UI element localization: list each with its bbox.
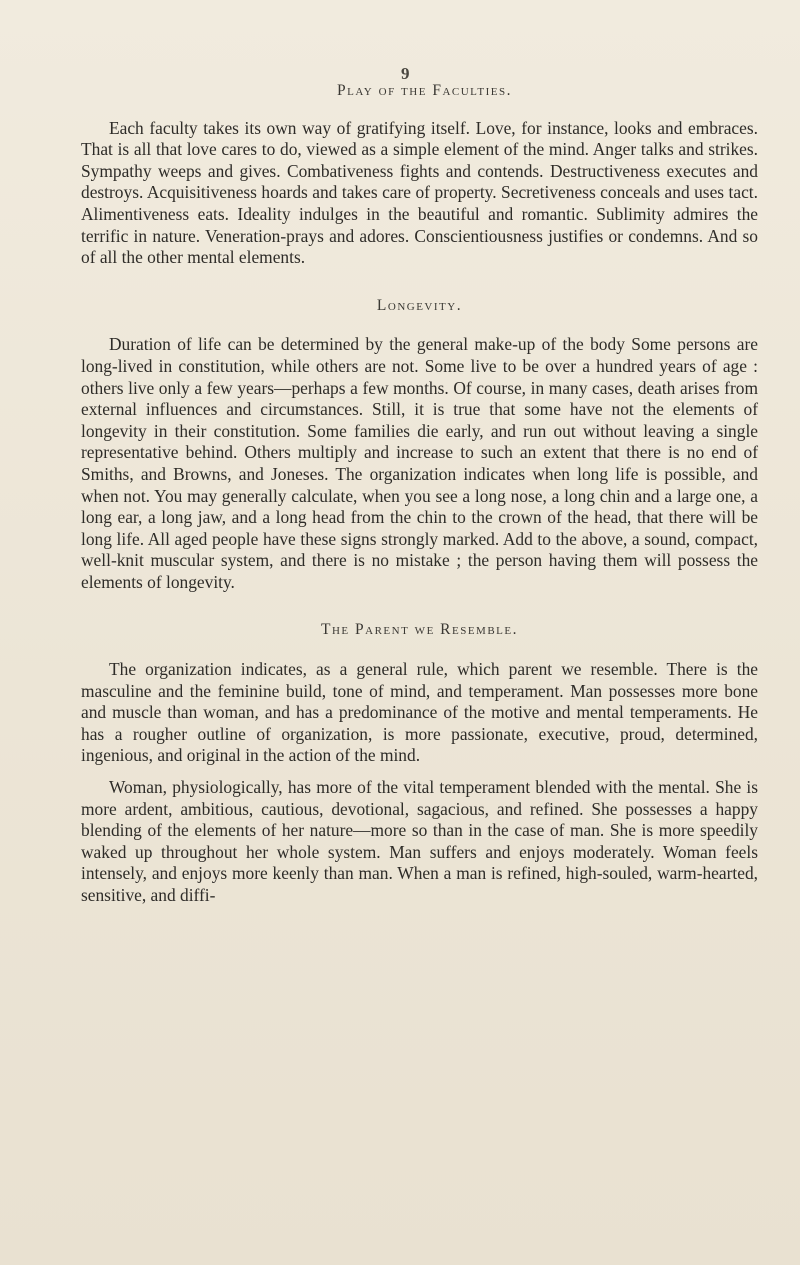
page-number: 9 <box>401 64 410 83</box>
paragraph-faculties: Each faculty takes its own way of gratifying itself. Love, for instance, looks and embraces. That is all that love cares to do, viewed as a simple element of the mind. Anger talks and strikes. Sympathy weeps and gives. Combativeness fights and contends. Destructiveness executes and destroys. Acquisitiveness hoards and takes care of property. Secretiveness conceals and uses tact. Alimentiveness eats. Ideality indulges in the beautiful and romantic. Sublimity admires the terrific in nature. Veneration-prays and adores. Conscientiousness justifies or condemns. And so of all the other mental elements. <box>81 117 758 268</box>
paragraph-parent-organization: The organization indicates, as a general rule, which parent we resemble. There is the masculine and the feminine build, tone of mind, and temperament. Man possesses more bone and muscle than woman, and has a predominance of the motive and mental temperaments. He has a rougher outline of organization, is more passionate, executive, proud, determined, ingenious, and original in the action of the mind. <box>81 659 758 766</box>
heading-parent-we-resemble: The Parent we Resemble. <box>321 621 518 639</box>
running-head: Play of the Faculties. <box>337 82 512 99</box>
paragraph-longevity: Duration of life can be determined by the general make-up of the body Some persons are long-lived in constitution, while others are not. Some live to be over a hundred years of age : others live only a few years—perhaps a few months. Of course, in many cases, death arises from external influences and circumstances. Still, it is true that some have not the elements of longevity in their constitution. Some families die early, and run out without leaving a single representative behind. Others multiply and increase to such an extent that there is no end of Smiths, and Browns, and Joneses. The organization indicates when long life is possible, and when not. You may generally calculate, when you see a long nose, a long chin and a large one, a long ear, a long jaw, and a long head from the chin to the crown of the head, that there will be long life. All aged people have these signs strongly marked. Add to the above, a sound, compact, well-knit muscular system, and there is no mistake ; the person having them will possess the elements of longevity. <box>81 334 758 592</box>
heading-longevity: Longevity. <box>376 296 463 314</box>
paragraph-woman: Woman, physiologically, has more of the vital temperament blended with the mental. She is more ardent, ambitious, cautious, devotional, sagacious, and refined. She possesses a happy blending of the elements of her nature—more so than in the case of man. She is more speedily waked up throughout her whole system. Man suffers and enjoys moderately. Woman feels intensely, and enjoys more keenly than man. When a man is refined, high-souled, warm-hearted, sensitive, and diffi- <box>81 777 758 905</box>
page-content <box>81 80 758 907</box>
